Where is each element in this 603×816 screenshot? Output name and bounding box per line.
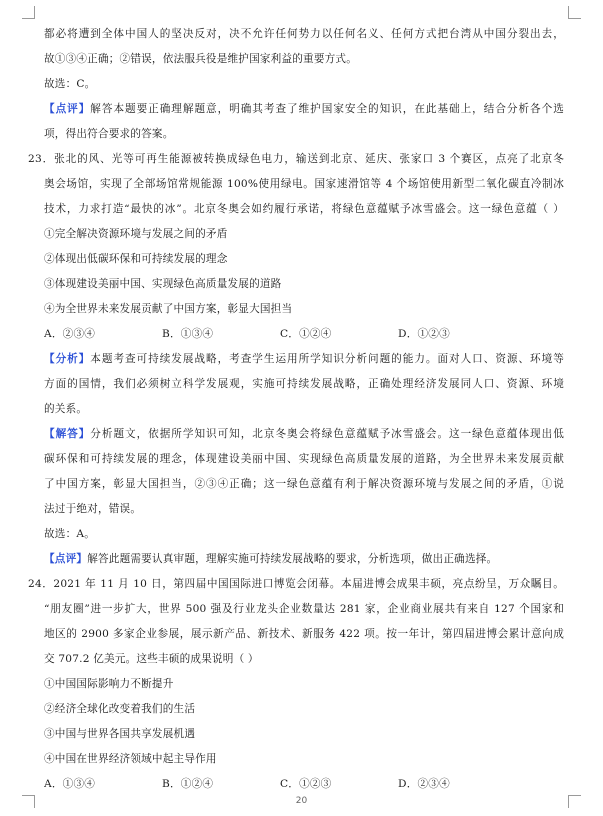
labeled-paragraph (44, 547, 564, 572)
paragraph-text: 分析题文，依据所学知识可知，北京冬奥会将绿色意蕴赋予冰雪盛会。这一绿色意蕴体现出低 (90, 428, 564, 440)
text-line: ④为全世界未来发展贡献了中国方案，彰显大国担当 (44, 303, 293, 315)
text-line: 的关系。 (44, 403, 88, 415)
question-stem: 24．2021 年 11 月 10 日，第四届中国国际进口博览会闭幕。本届进博会成果丰硕，亮点纷呈，万众瞩目。 (28, 578, 564, 590)
page-number: 20 (295, 796, 308, 806)
answer-option: B．①②④ (162, 778, 214, 790)
labeled-paragraph (44, 97, 564, 122)
text-line: ②经济全球化改变着我们的生活 (44, 703, 196, 715)
text-line: 故选：C。 (44, 78, 96, 90)
answer-option: A．②③④ (44, 328, 96, 340)
text-line: 技术，力求打造“最快的冰”。北京冬奥会如约履行承诺，将绿色意蕴赋予冰雪盛会。这一绿色意蕴（ ） (44, 203, 564, 215)
paragraph-text: 本题考查可持续发展战略，考查学生运用所学知识分析问题的能力。面对人口、资源、环境等 (90, 353, 564, 365)
text-line: 都必将遭到全体中国人的坚决反对，决不允许任何势力以任何名义、任何方式把台湾从中国分裂出去， (44, 28, 564, 40)
labeled-paragraph (44, 422, 564, 447)
text-line: ④中国在世界经济领域中起主导作用 (44, 753, 217, 765)
section-tag: 【点评】 (44, 553, 88, 565)
crop-mark-top-right (568, 6, 581, 19)
text-line: 碳环保和可持续发展的理念，体现建设美丽中国、实现绿色高质量发展的道路，为全世界未来发展贡献 (44, 453, 564, 465)
labeled-paragraph (44, 347, 564, 372)
crop-mark-top-left (22, 6, 35, 19)
text-line: ③体现建设美丽中国、实现绿色高质量发展的道路 (44, 278, 282, 290)
section-tag: 【分析】 (44, 353, 91, 365)
answer-option: B．①③④ (162, 328, 214, 340)
text-line: 故①③④正确；②错误，依法服兵役是维护国家利益的重要方式。 (44, 53, 358, 65)
text-line: ①完全解决资源环境与发展之间的矛盾 (44, 228, 228, 240)
text-line: 了中国方案，彰显大国担当，②③④正确；这一绿色意蕴有利于解决资源环境与发展之间的矛盾，①说 (44, 478, 564, 490)
text-line: ①中国国际影响力不断提升 (44, 678, 174, 690)
paragraph-text: 解答此题需要认真审题，理解实施可持续发展战略的要求，分析选项，做出正确选择。 (87, 553, 498, 565)
text-line: 奥会场馆，实现了全部场馆常规能源 100%使用绿电。国家速滑馆等 4 个场馆使用新型二氧化碳直冷制冰 (44, 178, 564, 190)
answer-option: A．①③④ (44, 778, 96, 790)
text-line: 故选：A。 (44, 528, 96, 540)
text-line: ②体现出低碳环保和可持续发展的理念 (44, 253, 228, 265)
answer-options (44, 322, 564, 347)
text-line: ③中国与世界各国共享发展机遇 (44, 728, 196, 740)
answer-options (44, 772, 564, 797)
answer-option: D．②③④ (398, 778, 450, 790)
section-tag: 【解答】 (44, 428, 91, 440)
document-body (28, 22, 564, 797)
paragraph-text: 解答本题要正确理解题意，明确其考查了维护国家安全的知识，在此基础上，结合分析各个选 (90, 103, 564, 115)
text-line: 交 707.2 亿美元。这些丰硕的成果说明（ ） (44, 653, 259, 665)
answer-option: C．①②③ (280, 778, 332, 790)
answer-option: C．①②④ (280, 328, 332, 340)
question-stem: 23．张北的风、光等可再生能源被转换成绿色电力，输送到北京、延庆、张家口 3 个赛区，点亮了北京冬 (28, 153, 564, 165)
text-line: 地区的 2900 多家企业参展，展示新产品、新技术、新服务 422 项。按一年计，第四届进博会累计意向成 (44, 628, 564, 640)
text-line: 项，得出符合要求的答案。 (44, 128, 174, 140)
text-line: 方面的国情，我们必须树立科学发展观，实施可持续发展战略，正确处理经济发展同人口、资源、环境 (44, 378, 564, 390)
text-line: 法过于绝对，错误。 (44, 503, 142, 515)
answer-option: D．①②③ (398, 328, 450, 340)
section-tag: 【点评】 (44, 103, 91, 115)
text-line: “朋友圈”进一步扩大，世界 500 强及行业龙头企业数量达 281 家，企业商业展共有来自 127 个国家和 (44, 603, 564, 615)
